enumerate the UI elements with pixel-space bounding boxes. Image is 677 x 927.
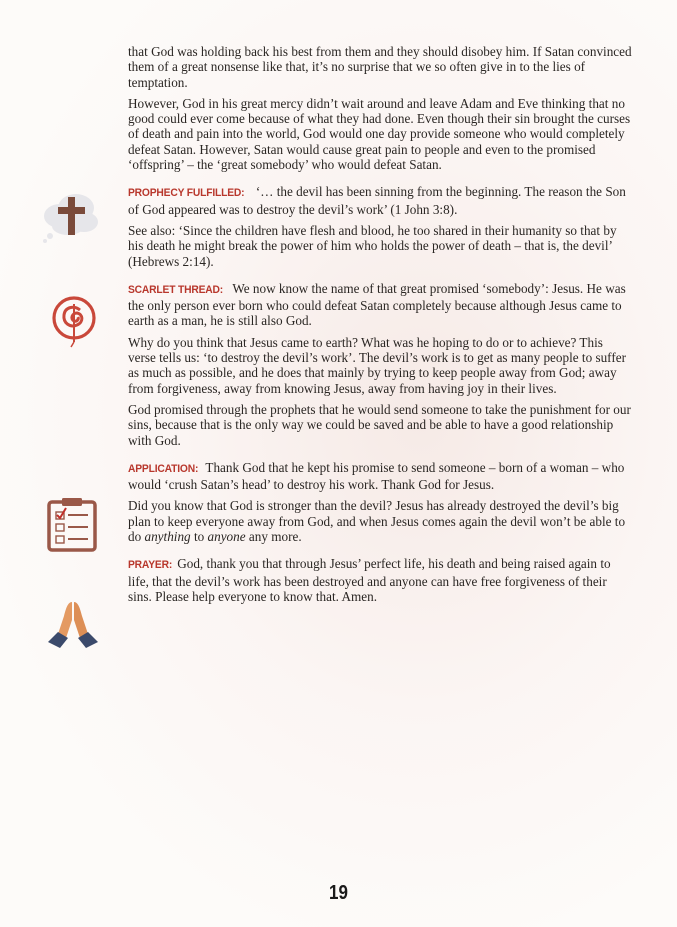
page-number: 19	[329, 882, 348, 904]
scarlet-text: We now know the name of that great promised ‘somebody’: Jesus. He was the only person ever born who could defeat Satan completely because although Jesus came to earth as a man, he is still also God.	[128, 280, 626, 329]
application-label: APPLICATION:	[128, 462, 199, 475]
page-body	[128, 44, 633, 610]
scarlet-label: SCARLET THREAD:	[128, 283, 224, 296]
prayer-text: God, thank you that through Jesus’ perfect life, his death and being raised again to life, that the devil’s work has been destroyed and anyone can have free forgiveness of their sins. Please help everyone to know that. Amen.	[128, 556, 611, 604]
paragraph-stronger: Did you know that God is stronger than the devil? Jesus has already destroyed the devil’s big plan to keep everyone away from God, and when Jesus comes again the devil won’t be able to do anything to anyone any more.	[128, 498, 626, 545]
cross-cloud-icon	[40, 192, 102, 244]
application-paragraph	[128, 460, 633, 493]
see-also-paragraph: See also: ‘Since the children have flesh and blood, he too shared in their humanity so that by his death he might break the power of him who holds the power of death – that is, the devil’ (Hebrews 2:14).	[128, 222, 617, 269]
paragraph-god-promised: God promised through the prophets that he would send someone to take the punishment for our sins, because that is the only way we could be saved and be able to have a good relationship with God.	[128, 401, 631, 448]
prophecy-paragraph	[128, 184, 633, 217]
scarlet-thread-icon	[46, 292, 102, 348]
praying-hands-icon	[44, 598, 102, 650]
prayer-paragraph	[128, 556, 633, 604]
application-text: Thank God that he kept his promise to send someone – born of a woman – who would ‘crush Satan’s head’ to destroy his work. Thank God for Jesus.	[128, 459, 625, 493]
emphasis-anyone: anyone	[207, 529, 246, 545]
paragraph-why-jesus: Why do you think that Jesus came to earth? What was he hoping to do or to achieve? This verse tells us: ‘to destroy the devil’s work’. The devil’s work is to get as many people to suffer as much as possible, and he does that mainly by trying to keep people away from God; away from forgiveness, away from knowing Jesus, away from having joy in their lives.	[128, 334, 626, 396]
checklist-icon	[46, 496, 98, 552]
emphasis-anything: anything	[144, 529, 191, 545]
paragraph-gods-mercy: However, God in his great mercy didn’t wait around and leave Adam and Eve thinking that no good could ever come because of what they had done. Even though their sin brought the curses of death and pain into the world, God would one day provide someone who would completely defeat Satan. However, Satan would cause great pain to people and even to the promised ‘offspring’ – the ‘great somebody’ who would defeat Satan.	[128, 95, 631, 173]
prophecy-label: PROPHECY FULFILLED:	[128, 187, 245, 200]
scarlet-paragraph	[128, 281, 633, 329]
prophecy-text: ‘… the devil has been sinning from the beginning. The reason the Son of God appeared was to destroy the devil’s work’ (1 John 3:8).	[128, 184, 626, 217]
prayer-label: PRAYER:	[128, 559, 173, 572]
paragraph-temptation: that God was holding back his best from them and they should disobey him. If Satan convinced them of a great nonsense like that, it’s no surprise that we so often give in to the lies of temptation.	[128, 44, 632, 90]
